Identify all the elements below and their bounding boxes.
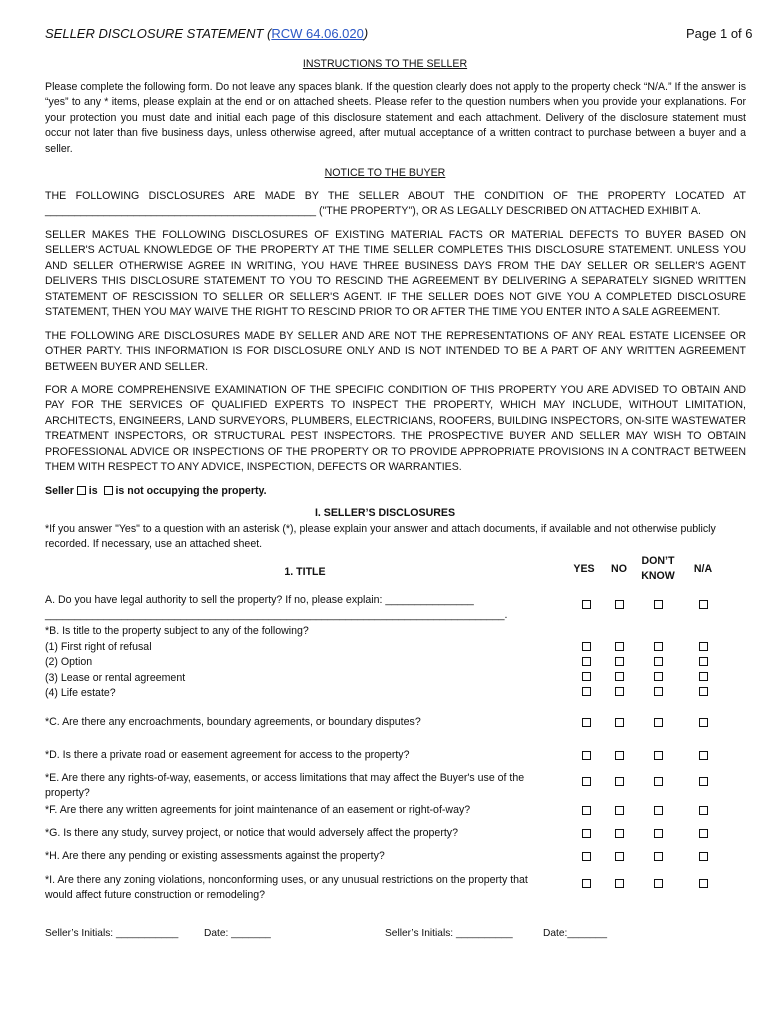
question-a xyxy=(45,593,555,624)
instructions-heading: INSTRUCTIONS TO THE SELLER xyxy=(302,58,468,70)
col-header-dont: DON’T xyxy=(641,555,675,567)
disclosures-note: *If you answer "Yes" to a question with an asterisk (*), please explain your answer and attach documents, if available and not otherwise publicly recorded. If necessary, use an attached sheet. xyxy=(45,523,716,551)
q-i-dont-know-checkbox[interactable] xyxy=(654,879,663,888)
q-f-no-checkbox[interactable] xyxy=(615,806,624,815)
notice-paragraph-3: THE FOLLOWING ARE DISCLOSURES MADE BY SELLER AND ARE NOT THE REPRESENTATIONS OF ANY REAL ESTATE LICENSEE OR OTHER PARTY. THIS INFORMATION IS FOR DISCLOSURE ONLY AND IS NOT INTENDED TO BE A PART OF ANY WRITTEN AGREEMENT BETWEEN BUYER AND SELLER. xyxy=(45,330,746,373)
title-text: SELLER DISCLOSURE STATEMENT xyxy=(45,26,264,41)
q-b2-dont-know-checkbox[interactable] xyxy=(654,657,663,666)
rcw-link[interactable]: RCW 64.06.020 xyxy=(271,26,364,41)
q-d-yes-checkbox[interactable] xyxy=(582,751,591,760)
q-d-dont-know-checkbox[interactable] xyxy=(654,751,663,760)
q-c-dont-know-checkbox[interactable] xyxy=(654,718,663,727)
date-1[interactable]: Date: _______ xyxy=(204,928,271,939)
q-i-yes-checkbox[interactable] xyxy=(582,879,591,888)
question-e: *E. Are there any rights-of-way, easements, or access limitations that may affect the Buyer's use of the property? xyxy=(45,772,525,800)
q-e-no-checkbox[interactable] xyxy=(615,777,624,786)
q-b4-na-checkbox[interactable] xyxy=(699,687,708,696)
q-f-dont-know-checkbox[interactable] xyxy=(654,806,663,815)
q-c-no-checkbox[interactable] xyxy=(615,718,624,727)
notice-paragraph-4: FOR A MORE COMPREHENSIVE EXAMINATION OF THE SPECIFIC CONDITION OF THIS PROPERTY YOU ARE ADVISED TO OBTAIN AND PAY FOR THE SERVICES OF QUALIFIED EXPERTS TO INSPECT THE PROPERTY, WHICH MAY INCLUDE, WITHOUT LIMITATION, ARCHITECTS, ENGINEERS, LAND SURVEYORS, PLUMBERS, ELECTRICIANS, ROOFERS, BUILDING INSPECTORS, ON-SITE WASTEWATER TREATMENT INSPECTORS, OR STRUCTURAL PEST INSPECTORS. THE PROSPECTIVE BUYER AND SELLER MAY WISH TO OBTAIN PROFESSIONAL ADVICE OR INSPECTIONS OF THE PROPERTY OR TO PROVIDE APPROPRIATE PROVISIONS IN A CONTRACT BETWEEN THEM WITH RESPECT TO ANY ADVICE, INSPECTION, DEFECTS OR WARRANTIES. xyxy=(45,384,746,474)
q-h-dont-know-checkbox[interactable] xyxy=(654,852,663,861)
q-a-no-checkbox[interactable] xyxy=(615,600,624,609)
col-header-dont-know xyxy=(635,554,681,584)
notice-paragraph-2: SELLER MAKES THE FOLLOWING DISCLOSURES OF EXISTING MATERIAL FACTS OR MATERIAL DEFECTS TO BUYER BASED ON SELLER'S ACTUAL KNOWLEDGE OF THE PROPERTY AT THE TIME SELLER COMPLETES THIS DISCLOSURE STATEMENT. UNLESS YOU AND SELLER OTHERWISE AGREE IN WRITING, YOU HAVE THREE BUSINESS DAYS FROM THE DAY SELLER OR SELLER'S AGENT DELIVERS THIS DISCLOSURE STATEMENT TO YOU TO RESCIND THE AGREEMENT BY DELIVERING A SEPARATELY SIGNED WRITTEN STATEMENT OF RESCISSION TO SELLER OR SELLER'S AGENT. IF THE SELLER DOES NOT GIVE YOU A COMPLETED DISCLOSURE STATEMENT, THEN YOU MAY WAIVE THE RIGHT TO RESCIND PRIOR TO OR AFTER THE TIME YOU ENTER INTO A SALE AGREEMENT. xyxy=(45,229,746,319)
q-b3-yes-checkbox[interactable] xyxy=(582,672,591,681)
occupancy-is-not-checkbox[interactable] xyxy=(104,486,113,495)
question-b4: (4) Life estate? xyxy=(45,687,116,699)
q-e-na-checkbox[interactable] xyxy=(699,777,708,786)
seller-initials-2[interactable]: Seller’s Initials: __________ xyxy=(385,928,513,939)
q-b2-no-checkbox[interactable] xyxy=(615,657,624,666)
question-b3: (3) Lease or rental agreement xyxy=(45,672,186,684)
question-h: *H. Are there any pending or existing assessments against the property? xyxy=(45,850,385,862)
q-a-yes-checkbox[interactable] xyxy=(582,600,591,609)
q-i-na-checkbox[interactable] xyxy=(699,879,708,888)
q-b4-no-checkbox[interactable] xyxy=(615,687,624,696)
notice-paragraph-1: THE FOLLOWING DISCLOSURES ARE MADE BY THE SELLER ABOUT THE CONDITION OF THE PROPERTY LOCATED AT ______________________________________________ ("THE PROPERTY"), OR AS LEGALLY DESCRIBED ON ATTACHED EXHIBIT A. xyxy=(45,190,746,218)
q-e-dont-know-checkbox[interactable] xyxy=(654,777,663,786)
occupancy-is-not-label: is not occupying the property. xyxy=(115,485,267,497)
q-d-no-checkbox[interactable] xyxy=(615,751,624,760)
q-b2-na-checkbox[interactable] xyxy=(699,657,708,666)
title-open-paren: ( xyxy=(267,26,272,41)
page-number: Page 1 of 6 xyxy=(686,26,753,41)
q-f-na-checkbox[interactable] xyxy=(699,806,708,815)
q-f-yes-checkbox[interactable] xyxy=(582,806,591,815)
q-b3-no-checkbox[interactable] xyxy=(615,672,624,681)
col-header-know: KNOW xyxy=(641,570,675,582)
q-g-no-checkbox[interactable] xyxy=(615,829,624,838)
q-b1-dont-know-checkbox[interactable] xyxy=(654,642,663,651)
occupancy-seller-label: Seller xyxy=(45,485,74,497)
q-b3-dont-know-checkbox[interactable] xyxy=(654,672,663,681)
q-b2-yes-checkbox[interactable] xyxy=(582,657,591,666)
q-b4-dont-know-checkbox[interactable] xyxy=(654,687,663,696)
col-header-na: N/A xyxy=(693,563,713,575)
q-g-na-checkbox[interactable] xyxy=(699,829,708,838)
section-title: 1. TITLE xyxy=(284,566,326,578)
question-i: *I. Are there any zoning violations, nonconforming uses, or any unusual restrictions on the property that would affect future construction or remodeling? xyxy=(45,874,528,902)
occupancy-statement xyxy=(45,484,267,499)
question-f: *F. Are there any written agreements for joint maintenance of an easement or right-of-way? xyxy=(45,804,471,816)
q-h-no-checkbox[interactable] xyxy=(615,852,624,861)
document-title xyxy=(45,26,368,41)
question-a-text: A. Do you have legal authority to sell the property? If no, please explain: _______________ xyxy=(45,594,474,606)
q-a-na-checkbox[interactable] xyxy=(699,600,708,609)
question-b2: (2) Option xyxy=(45,656,93,668)
disclosures-heading: I. SELLER’S DISCLOSURES xyxy=(314,507,456,519)
col-header-no: NO xyxy=(611,563,627,575)
q-h-yes-checkbox[interactable] xyxy=(582,852,591,861)
q-b1-na-checkbox[interactable] xyxy=(699,642,708,651)
question-g: *G. Is there any study, survey project, or notice that would adversely affect the property? xyxy=(45,827,458,839)
occupancy-is-checkbox[interactable] xyxy=(77,486,86,495)
title-close-paren: ) xyxy=(363,26,369,41)
seller-initials-1[interactable]: Seller’s Initials: ___________ xyxy=(45,928,179,939)
q-c-yes-checkbox[interactable] xyxy=(582,718,591,727)
q-d-na-checkbox[interactable] xyxy=(699,751,708,760)
q-a-dont-know-checkbox[interactable] xyxy=(654,600,663,609)
q-b4-yes-checkbox[interactable] xyxy=(582,687,591,696)
q-c-na-checkbox[interactable] xyxy=(699,718,708,727)
q-b1-no-checkbox[interactable] xyxy=(615,642,624,651)
q-b1-yes-checkbox[interactable] xyxy=(582,642,591,651)
q-h-na-checkbox[interactable] xyxy=(699,852,708,861)
question-b: *B. Is title to the property subject to any of the following? xyxy=(45,625,309,637)
q-e-yes-checkbox[interactable] xyxy=(582,777,591,786)
q-g-dont-know-checkbox[interactable] xyxy=(654,829,663,838)
question-d: *D. Is there a private road or easement agreement for access to the property? xyxy=(45,749,410,761)
col-header-yes: YES xyxy=(573,563,595,575)
date-2[interactable]: Date:_______ xyxy=(543,928,608,939)
instructions-text: Please complete the following form. Do not leave any spaces blank. If the question clearly does not apply to the property check “N/A.” If the answer is “yes” to any * items, please explain at the end or on attached sheets. Please refer to the question numbers when you provide your explanations. For your protection you must date and initial each page of this disclosure statement and each attachment. Delivery of the disclosure statement must occur not later than five business days, unless otherwise agreed, after mutual acceptance of a written contract to purchase between a buyer and a seller. xyxy=(45,81,746,155)
question-b1: (1) First right of refusal xyxy=(45,641,152,653)
question-a-explain-line[interactable]: ______________________________________________________________________________. xyxy=(45,609,508,622)
q-b3-na-checkbox[interactable] xyxy=(699,672,708,681)
notice-heading: NOTICE TO THE BUYER xyxy=(324,167,446,179)
q-i-no-checkbox[interactable] xyxy=(615,879,624,888)
q-g-yes-checkbox[interactable] xyxy=(582,829,591,838)
question-c: *C. Are there any encroachments, boundary agreements, or boundary disputes? xyxy=(45,716,421,728)
occupancy-is-label: is xyxy=(88,485,98,497)
